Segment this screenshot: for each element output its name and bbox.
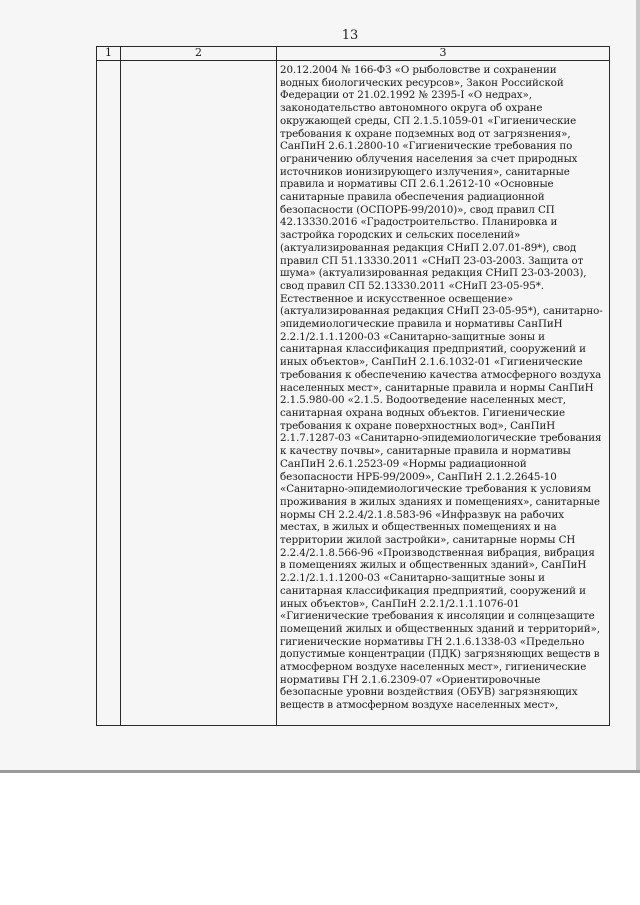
- text-line: шума» (актуализированная редакция СНиП 23-03-2003),: [280, 267, 587, 280]
- text-line: в помещениях жилых и общественных зданий», СанПиН: [280, 559, 587, 572]
- text-line: территории жилой застройки», санитарные нормы СН: [280, 534, 576, 547]
- text-line: водных биологических ресурсов», Закон Российской: [280, 76, 564, 89]
- text-line: 2.1.7.1287-03 «Санитарно-эпидемиологические требования: [280, 432, 602, 445]
- text-line: 20.12.2004 № 166-ФЗ «О рыболовстве и сохранении: [280, 64, 557, 76]
- text-line: 42.13330.2016 «Градостроительство. Планировка и: [280, 216, 558, 229]
- text-line: 2.2.1/2.1.1.1200-03 «Санитарно-защитные зоны и: [280, 572, 545, 585]
- column-header-2: 2: [121, 47, 277, 61]
- regulations-text: [277, 61, 609, 712]
- text-line: санитарная охрана водных объектов. Гигиенические: [280, 406, 566, 419]
- text-line: санитарные правила обеспечения радиационной: [280, 191, 545, 204]
- text-line: иных объектов», СанПиН 2.1.6.1032-01 «Гигиенические: [280, 356, 583, 369]
- text-line: Естественное и искусственное освещение»: [280, 292, 514, 305]
- text-line: СанПиН 2.6.1.2800-10 «Гигиенические требования по: [280, 140, 573, 153]
- text-line: СанПиН 2.6.1.2523-09 «Нормы радиационной: [280, 457, 527, 470]
- text-line: помещений жилых и общественных зданий и территорий»,: [280, 622, 600, 635]
- text-line: безопасности (ОСПОРБ-99/2010)», свод правил СП: [280, 203, 555, 216]
- scan-right-edge: [636, 0, 640, 772]
- text-line: иных объектов», СанПиН 2.2.1/2.1.1.1076-01: [280, 597, 520, 610]
- column-header-3: 3: [277, 47, 610, 61]
- table-header-row: [97, 47, 610, 61]
- text-line: атмосферном воздухе населенных мест», гигиенические: [280, 661, 587, 674]
- text-line: населенных мест», санитарные правила и нормы СанПиН: [280, 381, 594, 394]
- text-line: санитарная классификация предприятий, сооружений и: [280, 343, 586, 356]
- text-line: местах, в жилых и общественных помещениях и на: [280, 521, 557, 534]
- text-line: 2.2.1/2.1.1.1200-03 «Санитарно-защитные зоны и: [280, 330, 545, 343]
- text-line: эпидемиологические правила и нормативы СанПиН: [280, 318, 563, 331]
- text-line: безопасные уровни воздействия (ОБУВ) загрязняющих: [280, 686, 578, 699]
- text-line: свод правил СП 52.13330.2011 «СНиП 23-05-95*.: [280, 279, 544, 292]
- text-line: веществ в атмосферном воздухе населенных мест»,: [280, 699, 559, 712]
- text-line: требования к охране поверхностных вод», СанПиН: [280, 419, 556, 432]
- text-line: безопасности НРБ-99/2009», СанПиН 2.1.2.2645-10: [280, 470, 557, 483]
- text-line: требования к обеспечению качества атмосферного воздуха: [280, 368, 602, 381]
- text-line: застройка городских и сельских поселений»: [280, 229, 521, 242]
- text-line: правила и нормативы СП 2.6.1.2612-10 «Основные: [280, 178, 554, 191]
- scan-bottom-edge: [0, 770, 640, 773]
- text-line: санитарная классификация предприятий, сооружений и: [280, 584, 586, 597]
- text-line: к качеству почвы», санитарные правила и нормативы: [280, 445, 571, 458]
- text-line: нормы СН 2.2.4/2.1.8.583-96 «Инфразвук на рабочих: [280, 508, 565, 521]
- text-line: (актуализированная редакция СНиП 23-05-95*), санитарно-: [280, 305, 603, 318]
- text-line: ограничению облучения населения за счет природных: [280, 152, 578, 165]
- text-line: требования к охране подземных вод от загрязнения»,: [280, 127, 571, 140]
- text-line: нормативы ГН 2.1.6.2309-07 «Ориентировочные: [280, 673, 541, 686]
- text-line: «Санитарно-эпидемиологические требования к условиям: [280, 483, 591, 496]
- text-line: окружающей среды, СП 2.1.5.1059-01 «Гигиенические: [280, 114, 577, 127]
- text-line: 2.2.4/2.1.8.566-96 «Производственная вибрация, вибрация: [280, 546, 595, 559]
- text-line: проживания в жилых зданиях и помещениях», санитарные: [280, 495, 600, 508]
- text-line: законодательство автономного округа об охране: [280, 102, 543, 115]
- text-line: Федерации от 21.02.1992 № 2395-I «О недрах»,: [280, 89, 532, 102]
- table-cell-col3: [277, 61, 610, 726]
- text-line: (актуализированная редакция СНиП 2.07.01-89*), свод: [280, 241, 577, 254]
- table-row: [97, 61, 610, 726]
- text-line: гигиенические нормативы ГН 2.1.6.1338-03 «Предельно: [280, 635, 585, 648]
- table-cell-col1: [97, 61, 121, 726]
- text-line: «Гигиенические требования к инсоляции и солнцезащите: [280, 610, 595, 623]
- text-line: допустимые концентрации (ПДК) загрязняющих веществ в: [280, 648, 600, 661]
- document-table: [96, 46, 610, 726]
- text-line: правил СП 51.13330.2011 «СНиП 23-03-2003. Защита от: [280, 254, 584, 267]
- text-line: источников ионизирующего излучения», санитарные: [280, 165, 570, 178]
- page-number: 13: [341, 28, 359, 43]
- table-cell-col2: [121, 61, 277, 726]
- text-line: 2.1.5.980-00 «2.1.5. Водоотведение населенных мест,: [280, 394, 566, 407]
- column-header-1: 1: [97, 47, 121, 61]
